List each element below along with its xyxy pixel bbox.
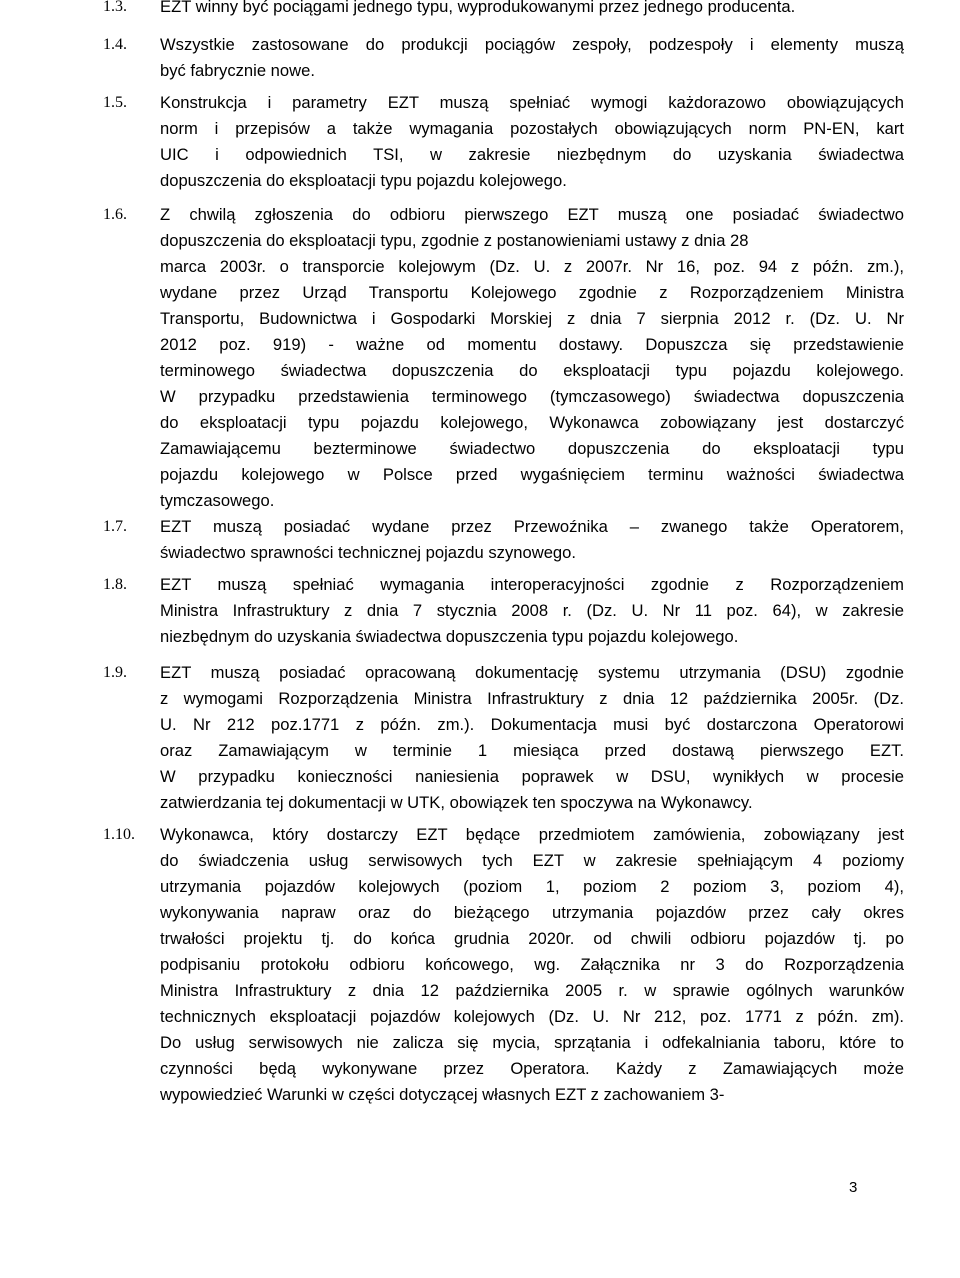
text-line: UIC i odpowiednich TSI, w zakresie niezbędnym do uzyskania świadectwa (160, 145, 904, 164)
text-line: tymczasowego. (160, 491, 275, 510)
section-text (160, 660, 904, 816)
text-line: pojazdu kolejowego w Polsce przed wygaśnięciem terminu ważności świadectwa (160, 465, 904, 484)
text-line: EZT winny być pociągami jednego typu, wyprodukowanymi przez jednego producenta. (160, 0, 796, 16)
text-line: czynności będą wykonywane przez Operatora. Każdy z Zamawiających może (160, 1059, 904, 1078)
text-line: Zamawiającemu bezterminowe świadectwo dopuszczenia do eksploatacji typu (160, 439, 904, 458)
section-text (160, 514, 904, 566)
section-number: 1.8. (103, 576, 127, 593)
section-number: 1.6. (103, 206, 127, 223)
text-line: wypowiedzieć Warunki w części dotyczącej własnych EZT z zachowaniem 3- (160, 1085, 725, 1104)
text-line: świadectwo sprawności technicznej pojazdu szynowego. (160, 543, 576, 562)
text-line: W przypadku konieczności naniesienia poprawek w DSU, wynikłych w procesie (160, 767, 904, 786)
section-number: 1.4. (103, 36, 127, 53)
text-line: zatwierdzania tej dokumentacji w UTK, obowiązek ten spoczywa na Wykonawcy. (160, 793, 753, 812)
section-text (160, 202, 904, 514)
section-text (160, 0, 904, 20)
text-line: Wszystkie zastosowane do produkcji pociągów zespoły, podzespoły i elementy muszą (160, 35, 904, 54)
text-line: norm i przepisów a także wymagania pozostałych obowiązujących norm PN-EN, kart (160, 119, 904, 138)
text-line: EZT muszą posiadać opracowaną dokumentację systemu utrzymania (DSU) zgodnie (160, 663, 904, 682)
text-line: utrzymania pojazdów kolejowych (poziom 1, poziom 2 poziom 3, poziom 4), (160, 877, 904, 896)
text-line: Ministra Infrastruktury z dnia 7 stycznia 2008 r. (Dz. U. Nr 11 poz. 64), w zakresie (160, 601, 904, 620)
text-line: U. Nr 212 poz.1771 z późn. zm.). Dokumentacja musi być dostarczona Operatorowi (160, 715, 904, 734)
text-line: dopuszczenia do eksploatacji typu pojazdu kolejowego. (160, 171, 567, 190)
text-line: marca 2003r. o transporcie kolejowym (Dz. U. z 2007r. Nr 16, poz. 94 z późn. zm.), (160, 257, 904, 276)
section-number: 1.7. (103, 518, 127, 535)
text-line: EZT muszą posiadać wydane przez Przewoźnika – zwanego także Operatorem, (160, 517, 904, 536)
text-line: niezbędnym do uzyskania świadectwa dopuszczenia typu pojazdu kolejowego. (160, 627, 739, 646)
section-text (160, 90, 904, 194)
text-line: Wykonawca, który dostarczy EZT będące przedmiotem zamówienia, zobowiązany jest (160, 825, 904, 844)
text-line: być fabrycznie nowe. (160, 61, 315, 80)
text-line: terminowego świadectwa dopuszczenia do eksploatacji typu pojazdu kolejowego. (160, 361, 904, 380)
text-line: Ministra Infrastruktury z dnia 12 października 2005 r. w sprawie ogólnych warunków (160, 981, 904, 1000)
text-line: wydane przez Urząd Transportu Kolejowego zgodnie z Rozporządzeniem Ministra (160, 283, 904, 302)
section-number: 1.10. (103, 826, 135, 843)
text-line: Transportu, Budownictwa i Gospodarki Morskiej z dnia 7 sierpnia 2012 r. (Dz. U. Nr (160, 309, 904, 328)
section-number: 1.9. (103, 664, 127, 681)
text-line: Do usług serwisowych nie zalicza się mycia, sprzątania i odfekalniania taboru, które to (160, 1033, 904, 1052)
section-text (160, 32, 904, 84)
section-number: 1.5. (103, 94, 127, 111)
section-number: 1.3. (103, 0, 127, 15)
text-line: Z chwilą zgłoszenia do odbioru pierwszego EZT muszą one posiadać świadectwo (160, 205, 904, 224)
text-line: z wymogami Rozporządzenia Ministra Infrastruktury z dnia 12 października 2005r. (Dz. (160, 689, 904, 708)
section-text (160, 822, 904, 1108)
section-text (160, 572, 904, 650)
text-line: W przypadku przedstawienia terminowego (tymczasowego) świadectwa dopuszczenia (160, 387, 904, 406)
text-line: wykonywania napraw oraz do bieżącego utrzymania pojazdów przez cały okres (160, 903, 904, 922)
text-line: do świadczenia usług serwisowych tych EZT w zakresie spełniającym 4 poziomy (160, 851, 904, 870)
text-line: oraz Zamawiającym w terminie 1 miesiąca przed dostawą pierwszego EZT. (160, 741, 904, 760)
text-line: do eksploatacji typu pojazdu kolejowego, Wykonawca zobowiązany jest dostarczyć (160, 413, 904, 432)
text-line: podpisaniu protokołu odbioru końcowego, wg. Załącznika nr 3 do Rozporządzenia (160, 955, 904, 974)
text-line: technicznych eksploatacji pojazdów kolejowych (Dz. U. Nr 212, poz. 1771 z późn. zm). (160, 1007, 904, 1026)
text-line: 2012 poz. 919) - ważne od momentu dostawy. Dopuszcza się przedstawienie (160, 335, 904, 354)
text-line: EZT muszą spełniać wymagania interoperacyjności zgodnie z Rozporządzeniem (160, 575, 904, 594)
text-line: Konstrukcja i parametry EZT muszą spełniać wymogi każdorazowo obowiązujących (160, 93, 904, 112)
page-number: 3 (849, 1179, 858, 1196)
text-line: dopuszczenia do eksploatacji typu, zgodnie z postanowieniami ustawy z dnia 28 (160, 231, 749, 250)
text-line: trwałości projektu tj. do końca grudnia 2020r. od chwili odbioru pojazdów tj. po (160, 929, 904, 948)
